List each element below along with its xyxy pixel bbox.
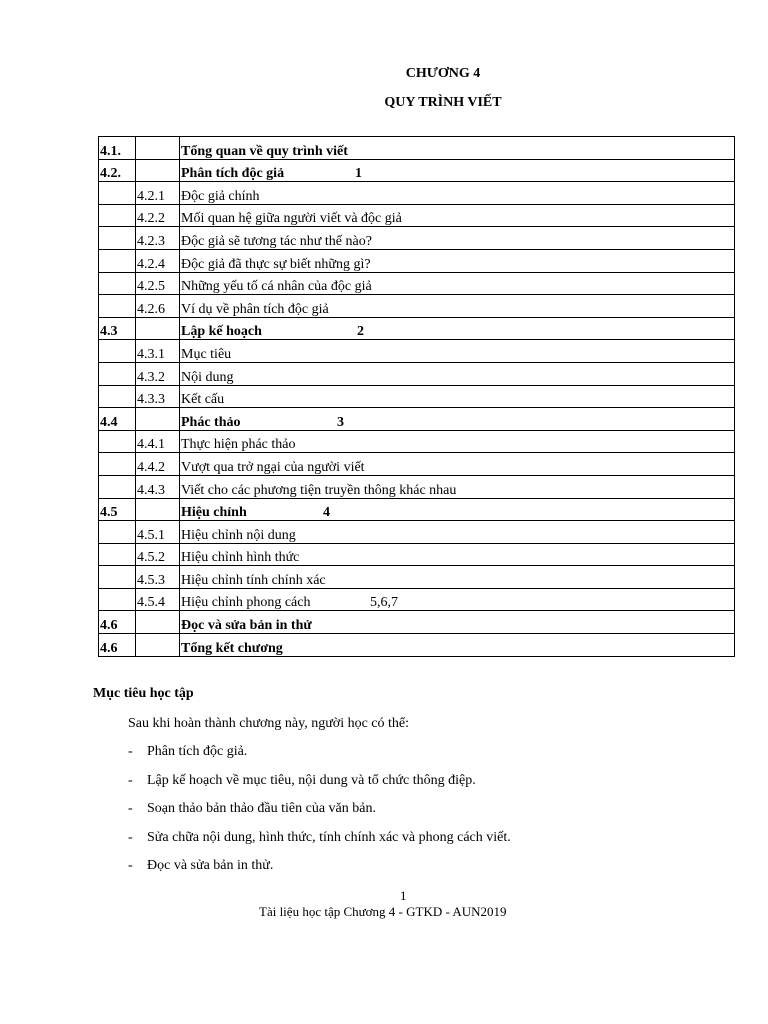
list-item	[128, 773, 511, 802]
toc-title-cell	[180, 543, 735, 566]
toc-section-number	[99, 362, 136, 385]
table-row	[99, 249, 735, 272]
toc-title-cell	[180, 204, 735, 227]
toc-title-cell	[180, 295, 735, 318]
toc-subsection-number: 4.5.2	[136, 543, 180, 566]
toc-section-number: 4.1.	[99, 137, 136, 160]
table-row	[99, 611, 735, 634]
toc-section-number: 4.2.	[99, 159, 136, 182]
toc-subsection-number: 4.3.1	[136, 340, 180, 363]
toc-section-number	[99, 475, 136, 498]
toc-title: Hiệu chỉnh	[181, 505, 247, 521]
toc-subsection-number: 4.4.1	[136, 430, 180, 453]
toc-title: Những yếu tố cá nhân của độc giả	[181, 279, 372, 295]
toc-section-number	[99, 295, 136, 318]
table-row	[99, 340, 735, 363]
toc-title-cell	[180, 611, 735, 634]
list-item-text: Soạn thảo bản thảo đầu tiên của văn bản.	[147, 801, 376, 816]
table-row	[99, 430, 735, 453]
table-row	[99, 159, 735, 182]
toc-section-number	[99, 543, 136, 566]
list-item	[128, 744, 511, 773]
toc-title: Hiệu chỉnh nội dung	[181, 527, 296, 543]
toc-section-number	[99, 385, 136, 408]
toc-title-cell	[180, 317, 735, 340]
objectives-list	[128, 744, 511, 887]
toc-subsection-number	[136, 611, 180, 634]
toc-subsection-number: 4.5.1	[136, 521, 180, 544]
toc-title-cell	[180, 182, 735, 205]
toc-section-number	[99, 340, 136, 363]
toc-subsection-number: 4.2.1	[136, 182, 180, 205]
table-row	[99, 204, 735, 227]
toc-title: Đọc và sửa bản in thử	[181, 618, 312, 634]
list-item	[128, 830, 511, 859]
toc-subsection-number: 4.3.3	[136, 385, 180, 408]
toc-title-cell	[180, 475, 735, 498]
footer-text: Tài liệu học tập Chương 4 - GTKD - AUN2019	[259, 904, 507, 919]
table-row	[99, 453, 735, 476]
toc-subsection-number	[136, 498, 180, 521]
toc-title: Mục tiêu	[181, 346, 232, 362]
toc-section-number	[99, 430, 136, 453]
toc-section-number: 4.4	[99, 408, 136, 431]
list-bullet: -	[128, 858, 133, 873]
toc-page-ref: 4	[323, 505, 330, 521]
toc-title: Hiệu chỉnh tính chính xác	[181, 572, 326, 588]
toc-section-number	[99, 453, 136, 476]
toc-title-cell	[180, 272, 735, 295]
table-row	[99, 272, 735, 295]
toc-title: Viết cho các phương tiện truyền thông khác nhau	[181, 482, 457, 498]
toc-section-number	[99, 204, 136, 227]
toc-title-cell	[180, 521, 735, 544]
table-row	[99, 182, 735, 205]
toc-title-cell	[180, 385, 735, 408]
toc-section-number	[99, 272, 136, 295]
list-bullet: -	[128, 829, 133, 845]
page-number: 1	[400, 888, 407, 903]
table-row	[99, 498, 735, 521]
toc-section-number: 4.6	[99, 611, 136, 634]
toc-title: Thực hiện phác thảo	[181, 437, 296, 453]
toc-title: Hiệu chỉnh hình thức	[181, 550, 300, 566]
list-bullet: -	[128, 772, 133, 788]
table-row	[99, 137, 735, 160]
toc-subsection-number: 4.2.5	[136, 272, 180, 295]
toc-section-number	[99, 521, 136, 544]
toc-title-cell	[180, 249, 735, 272]
toc-title-cell	[180, 227, 735, 250]
toc-title: Vượt qua trở ngại của người viết	[181, 459, 365, 475]
table-row	[99, 362, 735, 385]
list-item-text: Đọc và sửa bản in thử.	[147, 858, 274, 873]
table-row	[99, 543, 735, 566]
toc-subsection-number: 4.4.3	[136, 475, 180, 498]
toc-section-number	[99, 588, 136, 611]
toc-title: Độc giả chính	[181, 188, 260, 204]
list-item	[128, 801, 511, 830]
toc-title: Lập kế hoạch	[181, 324, 262, 340]
toc-title: Độc giả đã thực sự biết những gì?	[181, 256, 371, 272]
toc-title: Tổng quan về quy trình viết	[181, 143, 348, 159]
toc-title-cell	[180, 566, 735, 589]
table-row	[99, 634, 735, 657]
toc-page-ref: 2	[357, 324, 364, 340]
toc-page-ref: 3	[337, 414, 344, 430]
toc-title-cell	[180, 362, 735, 385]
toc-section-number: 4.3	[99, 317, 136, 340]
toc-title: Hiệu chỉnh phong cách	[181, 595, 311, 611]
table-of-contents	[98, 136, 735, 657]
table-row	[99, 475, 735, 498]
toc-title-cell	[180, 453, 735, 476]
toc-title: Mối quan hệ giữa người viết và độc giả	[181, 211, 402, 227]
toc-subsection-number	[136, 159, 180, 182]
toc-title-cell	[180, 588, 735, 611]
toc-section-number: 4.5	[99, 498, 136, 521]
toc-section-number	[99, 227, 136, 250]
list-item-text: Lập kế hoạch về mục tiêu, nội dung và tổ chức thông điệp.	[147, 772, 476, 788]
toc-title-cell	[180, 340, 735, 363]
table-row	[99, 227, 735, 250]
toc-title: Ví dụ về phân tích độc giả	[181, 301, 329, 317]
toc-title: Độc giả sẽ tương tác như thế nào?	[181, 233, 372, 249]
toc-page-ref: 1	[355, 166, 362, 182]
table-row	[99, 408, 735, 431]
toc-section-number	[99, 566, 136, 589]
toc-title: Tổng kết chương	[181, 640, 283, 656]
toc-subsection-number: 4.2.6	[136, 295, 180, 318]
chapter-label: CHƯƠNG 4	[405, 66, 481, 81]
toc-title: Kết cấu	[181, 392, 225, 408]
toc-title-cell	[180, 159, 735, 182]
toc-title-cell	[180, 498, 735, 521]
table-row	[99, 385, 735, 408]
toc-subsection-number	[136, 634, 180, 657]
toc-title-cell	[180, 634, 735, 657]
table-row	[99, 295, 735, 318]
toc-title: Nội dung	[181, 369, 234, 385]
toc-subsection-number	[136, 137, 180, 160]
toc-subsection-number: 4.5.3	[136, 566, 180, 589]
objectives-section	[93, 686, 194, 702]
list-item-text: Sửa chữa nội dung, hình thức, tính chính xác và phong cách viết.	[147, 829, 511, 845]
toc-title-cell	[180, 408, 735, 431]
toc-subsection-number	[136, 317, 180, 340]
toc-title-cell	[180, 430, 735, 453]
toc-title: Phác thảo	[181, 414, 241, 430]
table-row	[99, 588, 735, 611]
chapter-title: QUY TRÌNH VIẾT	[384, 95, 502, 110]
toc-section-number	[99, 182, 136, 205]
list-item-text: Phân tích độc giả.	[147, 744, 248, 759]
list-bullet: -	[128, 744, 133, 759]
toc-section-number: 4.6	[99, 634, 136, 657]
table-row	[99, 521, 735, 544]
toc-subsection-number: 4.4.2	[136, 453, 180, 476]
objectives-intro: Sau khi hoàn thành chương này, người học có thể:	[128, 716, 410, 731]
toc-subsection-number: 4.2.3	[136, 227, 180, 250]
toc-subsection-number: 4.3.2	[136, 362, 180, 385]
toc-title-cell	[180, 137, 735, 160]
list-item	[128, 858, 511, 887]
toc-title: Phân tích độc giả	[181, 166, 285, 182]
table-row	[99, 566, 735, 589]
toc-section-number	[99, 249, 136, 272]
toc-subsection-number: 4.5.4	[136, 588, 180, 611]
toc-subsection-number: 4.2.2	[136, 204, 180, 227]
toc-subsection-number	[136, 408, 180, 431]
list-bullet: -	[128, 801, 133, 816]
table-row	[99, 317, 735, 340]
toc-subsection-number: 4.2.4	[136, 249, 180, 272]
toc-page-ref: 5,6,7	[370, 595, 398, 611]
objectives-heading: Mục tiêu học tập	[93, 686, 194, 701]
